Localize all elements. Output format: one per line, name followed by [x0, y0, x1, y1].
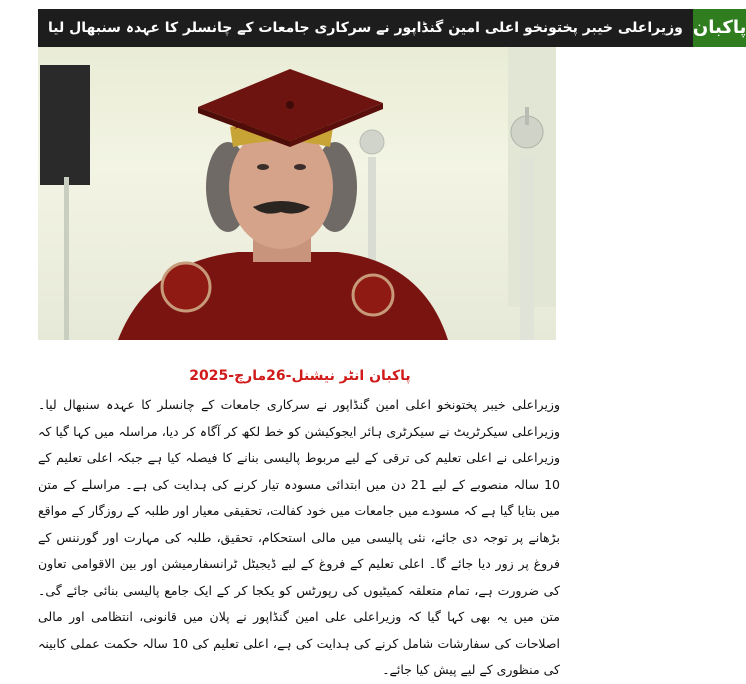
headline: وزیراعلی خیبر پختونخو اعلی امین گنڈاپور نے سرکاری جامعات کے چانسلر کا عہدہ سنبھال لیا: [38, 9, 693, 47]
news-header-banner: [38, 9, 746, 49]
article-body: وزیراعلی خیبر پختونخو اعلی امین گنڈاپور نے سرکاری جامعات کے چانسلر کا عہدہ سنبھال لیا۔ وزیراعلی سیکرٹریٹ نے سیکرٹری ہائر ایجوکیشن کو خط لکھ کر آگاہ کر دیا، مراسلہ میں کہا گیا کہ وزیراعلی نے اعلی تعلیم کی ترقی کے لیے مربوط پالیسی بنانے کا فیصلہ کیا ہے جبکہ اعلی تعلیم کے 10 سالہ منصوبے کے لیے 21 دن میں ابتدائی مسودہ تیار کرنے کی ہدایت کی ہے۔ مراسلے کے متن میں بتایا گیا ہے کہ مسودے میں جامعات میں خود کفالت، تحقیقی معیار اور طلبہ کے روزگار کے مواقع بڑھانے پر توجہ دی جائے، نئی پالیسی میں مالی استحکام، تحقیق، طلبہ کی مہارت اور گورننس کے فروغ پر زور دیا جائے گا۔ اعلی تعلیم کے فروغ کے لیے ڈیجیٹل ٹرانسفارمیشن اور بین الاقوامی تعاون کی ضرورت ہے، تمام متعلقہ کمیٹیوں کی رپورٹس کو یکجا کر کے ایک جامع پالیسی بنائی جائے گی۔ متن میں یہ بھی کہا گیا کہ وزیراعلی علی امین گنڈاپور نے پلان میں قانونی، انتظامی اور مالی اصلاحات کی سفارشات شامل کرنے کی ہدایت کی ہے، اعلی تعلیم کی 10 سالہ حکمت عملی کابینہ کی منظوری کے لیے پیش کیا جائے۔: [38, 397, 560, 677]
photo-illustration: [38, 47, 556, 340]
date-caption: پاکبان انٹر نیشنل-26مارچ-2025: [189, 368, 411, 384]
brand-logo: پاکبان: [693, 9, 746, 47]
news-photo: [38, 47, 556, 340]
